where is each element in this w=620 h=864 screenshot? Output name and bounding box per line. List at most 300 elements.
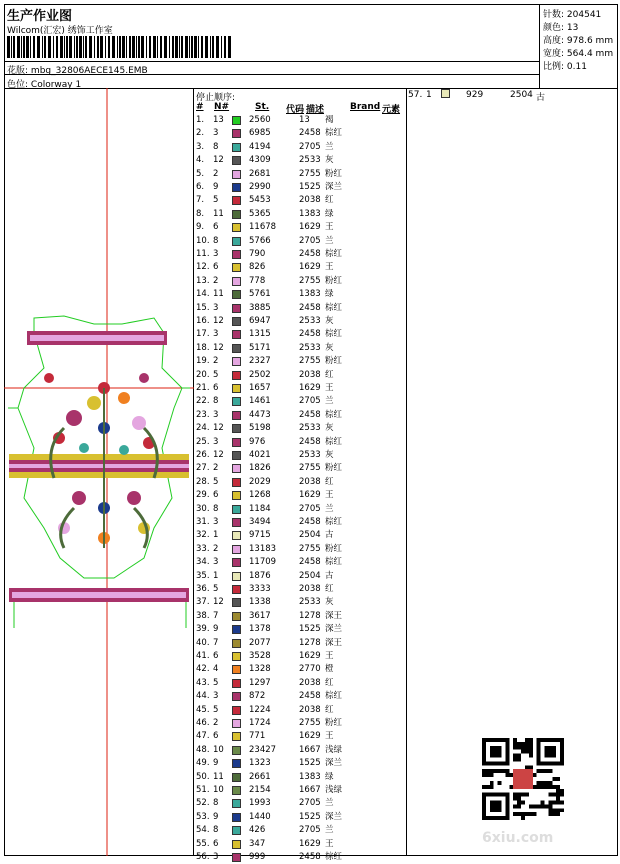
row-desc: 深兰 <box>325 758 343 769</box>
color-swatch <box>232 116 241 125</box>
row-index: 45. <box>196 704 210 715</box>
row-desc: 绿 <box>325 208 334 219</box>
row-index: 50. <box>196 771 210 782</box>
color-swatch <box>232 491 241 500</box>
row-code: 2504 <box>299 530 321 541</box>
color-swatch <box>232 746 241 755</box>
row-stitches: 2661 <box>249 771 271 782</box>
color-swatch <box>232 719 241 728</box>
row-desc: 灰 <box>325 155 334 166</box>
row-stitches: 1323 <box>249 758 271 769</box>
color-swatch <box>232 263 241 272</box>
stat-stitches: 针数: 204541 <box>543 10 602 20</box>
row-index: 28. <box>196 476 210 487</box>
row-desc: 浅绿 <box>325 744 343 755</box>
color-swatch <box>232 290 241 299</box>
row-desc: 灰 <box>325 423 334 434</box>
row-index: 6. <box>196 182 205 192</box>
list-item <box>195 449 405 462</box>
row-stitches: 1338 <box>249 597 271 608</box>
list-item <box>195 797 405 810</box>
row-code: 1383 <box>299 208 321 219</box>
row-stitches: 976 <box>249 436 266 447</box>
col-code: 代码 <box>286 105 305 115</box>
row-stitches: 3333 <box>249 584 271 594</box>
list-item <box>195 422 405 435</box>
col-num: # <box>196 102 204 112</box>
row-needle: 2 <box>213 275 219 286</box>
color-swatch <box>232 129 241 138</box>
row-index: 5. <box>196 168 205 179</box>
color-swatch <box>232 826 241 835</box>
row-index: 23. <box>196 409 210 420</box>
color-swatch <box>232 464 241 473</box>
color-swatch <box>232 679 241 688</box>
color-swatch <box>232 773 241 782</box>
row-stitches: 347 <box>249 838 266 849</box>
row-code: 1629 <box>299 490 321 501</box>
row-code: 2458 <box>299 249 321 259</box>
row-stitches: 11709 <box>249 557 277 568</box>
color-swatch <box>232 424 241 433</box>
row-needle: 7 <box>213 610 219 621</box>
row-code: 2038 <box>299 195 321 206</box>
col-stitches: St. <box>255 102 270 112</box>
row-needle: 5 <box>213 476 219 487</box>
list-item <box>195 261 405 274</box>
row-stitches: 2560 <box>249 115 271 125</box>
row-stitches: 3885 <box>249 302 271 313</box>
list-item <box>195 637 405 650</box>
row-needle: 3 <box>213 436 219 447</box>
color-swatch <box>232 545 241 554</box>
row-code: 1629 <box>299 651 321 661</box>
row-stitches: 1724 <box>249 718 271 728</box>
row-index: 10. <box>196 235 210 246</box>
color-swatch <box>232 598 241 607</box>
row-code: 1383 <box>299 289 321 300</box>
row-code: 1629 <box>299 222 321 233</box>
list-item <box>195 328 405 341</box>
row-code: 2755 <box>299 168 321 179</box>
row-desc: 红 <box>325 677 334 688</box>
color-swatch <box>232 799 241 808</box>
list-item-57-stitches: 929 <box>466 90 484 100</box>
row-needle: 9 <box>213 624 219 635</box>
row-stitches: 2502 <box>249 369 271 380</box>
color-swatch <box>232 759 241 768</box>
row-needle: 12 <box>213 342 224 353</box>
row-code: 2458 <box>299 329 321 340</box>
row-desc: 粉红 <box>325 168 343 179</box>
row-code: 2038 <box>299 476 321 487</box>
row-stitches: 1268 <box>249 490 271 501</box>
row-code: 2533 <box>299 342 321 353</box>
stat-height: 高度: 978.6 mm <box>543 36 614 46</box>
row-code: 1667 <box>299 785 321 795</box>
row-stitches: 5766 <box>249 235 271 246</box>
color-swatch <box>232 250 241 259</box>
row-desc: 兰 <box>325 503 334 514</box>
list-item <box>195 757 405 770</box>
embroidery-preview-image <box>4 88 194 856</box>
list-item <box>195 583 405 596</box>
list-item <box>195 194 405 207</box>
row-code: 2705 <box>299 141 321 152</box>
row-needle: 3 <box>213 557 219 568</box>
row-desc: 王 <box>325 383 334 393</box>
row-needle: 3 <box>213 409 219 420</box>
row-code: 1383 <box>299 771 321 782</box>
color-swatch <box>232 397 241 406</box>
col-brand: Brand <box>350 102 381 112</box>
row-needle: 13 <box>213 115 224 125</box>
row-desc: 深兰 <box>325 182 343 192</box>
row-desc: 兰 <box>325 235 334 246</box>
row-stitches: 790 <box>249 249 266 259</box>
row-stitches: 1224 <box>249 704 271 715</box>
list-item-57-desc: 古 <box>536 93 546 103</box>
row-desc: 红 <box>325 369 334 380</box>
row-code: 1629 <box>299 838 321 849</box>
row-code: 2755 <box>299 275 321 286</box>
list-item <box>195 824 405 837</box>
row-needle: 8 <box>213 235 219 246</box>
list-item <box>195 154 405 167</box>
row-needle: 1 <box>213 530 219 541</box>
row-desc: 橙 <box>325 664 334 675</box>
color-swatch <box>232 505 241 514</box>
row-index: 32. <box>196 530 210 541</box>
row-desc: 灰 <box>325 597 334 608</box>
row-index: 46. <box>196 718 210 728</box>
color-swatch <box>232 478 241 487</box>
row-index: 54. <box>196 825 210 836</box>
row-stitches: 5365 <box>249 208 271 219</box>
color-swatch <box>232 612 241 621</box>
row-desc: 褐 <box>325 115 334 125</box>
page-title: 生产作业图 <box>7 9 73 24</box>
row-stitches: 3528 <box>249 651 271 661</box>
row-index: 17. <box>196 329 210 340</box>
row-needle: 8 <box>213 396 219 407</box>
row-stitches: 2029 <box>249 476 271 487</box>
row-desc: 深兰 <box>325 624 343 635</box>
company-name: Wilcom(汇宏) 绣饰工作室 <box>7 26 113 36</box>
color-swatch <box>232 384 241 393</box>
color-swatch <box>232 210 241 219</box>
row-stitches: 426 <box>249 825 266 836</box>
row-index: 26. <box>196 450 210 460</box>
row-desc: 棕红 <box>325 128 343 139</box>
list-item <box>195 529 405 542</box>
color-swatch <box>232 411 241 420</box>
row-index: 35. <box>196 570 210 581</box>
row-code: 1629 <box>299 383 321 393</box>
row-stitches: 3494 <box>249 517 271 527</box>
list-item <box>195 248 405 261</box>
row-index: 4. <box>196 155 205 166</box>
row-stitches: 1440 <box>249 811 271 822</box>
list-item <box>195 141 405 154</box>
row-stitches: 778 <box>249 275 266 286</box>
list-item <box>195 342 405 355</box>
row-index: 27. <box>196 463 210 474</box>
row-stitches: 2077 <box>249 637 271 648</box>
list-item <box>195 476 405 489</box>
list-item <box>195 596 405 609</box>
row-index: 37. <box>196 597 210 608</box>
row-desc: 红 <box>325 476 334 487</box>
list-item <box>195 771 405 784</box>
row-index: 3. <box>196 141 205 152</box>
color-swatch <box>232 531 241 540</box>
row-needle: 12 <box>213 316 224 326</box>
color-swatch <box>232 317 241 326</box>
row-desc: 棕红 <box>325 691 343 702</box>
row-code: 2038 <box>299 704 321 715</box>
row-stitches: 9715 <box>249 530 271 541</box>
list-item <box>195 462 405 475</box>
row-index: 41. <box>196 651 210 661</box>
row-desc: 棕红 <box>325 852 343 862</box>
row-needle: 12 <box>213 597 224 608</box>
color-swatch <box>232 330 241 339</box>
row-stitches: 4473 <box>249 409 271 420</box>
row-desc: 灰 <box>325 450 334 460</box>
colorway-value: Colorway 1 <box>30 80 82 90</box>
list-item <box>195 409 405 422</box>
list-item <box>195 570 405 583</box>
list-item <box>195 784 405 797</box>
color-swatch <box>232 732 241 741</box>
row-needle: 9 <box>213 758 219 769</box>
color-swatch <box>232 585 241 594</box>
row-index: 12. <box>196 262 210 273</box>
color-swatch <box>232 371 241 380</box>
row-needle: 5 <box>213 584 219 594</box>
row-stitches: 1328 <box>249 664 271 675</box>
row-code: 2038 <box>299 584 321 594</box>
color-swatch <box>232 277 241 286</box>
row-stitches: 1876 <box>249 570 271 581</box>
list-item <box>195 315 405 328</box>
row-needle: 6 <box>213 651 219 661</box>
row-desc: 棕红 <box>325 557 343 568</box>
row-stitches: 5198 <box>249 423 271 434</box>
row-index: 18. <box>196 342 210 353</box>
row-needle: 11 <box>213 771 224 782</box>
stop-sequence-title: 停止顺序: <box>196 93 236 103</box>
row-needle: 3 <box>213 329 219 340</box>
row-needle: 2 <box>213 463 219 474</box>
row-needle: 5 <box>213 369 219 380</box>
row-desc: 粉红 <box>325 275 343 286</box>
row-index: 2. <box>196 128 205 139</box>
list-item <box>195 369 405 382</box>
row-code: 2705 <box>299 798 321 809</box>
row-desc: 棕红 <box>325 302 343 313</box>
row-index: 15. <box>196 302 210 313</box>
row-index: 34. <box>196 557 210 568</box>
stat-colors: 颜色: 13 <box>543 23 579 33</box>
row-code: 2458 <box>299 852 321 862</box>
row-code: 1278 <box>299 637 321 648</box>
list-item <box>195 851 405 864</box>
row-index: 55. <box>196 838 210 849</box>
design-label: 花版: <box>7 66 29 76</box>
row-index: 53. <box>196 811 210 822</box>
row-index: 31. <box>196 517 210 527</box>
row-index: 44. <box>196 691 210 702</box>
row-index: 36. <box>196 584 210 594</box>
row-needle: 2 <box>213 543 219 554</box>
list-item <box>195 127 405 140</box>
row-needle: 8 <box>213 141 219 152</box>
row-desc: 棕红 <box>325 409 343 420</box>
row-desc: 兰 <box>325 141 334 152</box>
color-swatch <box>232 183 241 192</box>
color-swatch <box>232 692 241 701</box>
list-item <box>195 650 405 663</box>
list-item <box>195 168 405 181</box>
row-code: 2533 <box>299 423 321 434</box>
row-code: 1629 <box>299 731 321 742</box>
stat-scale: 比例: 0.11 <box>543 62 587 72</box>
row-needle: 2 <box>213 718 219 728</box>
row-stitches: 23427 <box>249 744 277 755</box>
color-swatch <box>232 223 241 232</box>
row-desc: 兰 <box>325 825 334 836</box>
row-code: 2755 <box>299 463 321 474</box>
row-needle: 7 <box>213 637 219 648</box>
qr-code-icon <box>482 738 564 820</box>
list-item <box>195 610 405 623</box>
row-desc: 深王 <box>325 637 343 648</box>
list-item-57-num: 57. <box>408 90 423 100</box>
row-code: 2533 <box>299 597 321 608</box>
color-swatch <box>232 156 241 165</box>
row-needle: 5 <box>213 677 219 688</box>
row-stitches: 1297 <box>249 677 271 688</box>
row-needle: 3 <box>213 691 219 702</box>
row-index: 51. <box>196 785 210 795</box>
row-needle: 10 <box>213 744 224 755</box>
row-desc: 粉红 <box>325 718 343 728</box>
row-desc: 古 <box>325 530 334 541</box>
color-swatch <box>232 451 241 460</box>
row-index: 22. <box>196 396 210 407</box>
list-item <box>195 288 405 301</box>
row-needle: 3 <box>213 852 219 862</box>
row-desc: 红 <box>325 584 334 594</box>
row-index: 13. <box>196 275 210 286</box>
row-code: 2458 <box>299 557 321 568</box>
row-needle: 6 <box>213 490 219 501</box>
row-index: 48. <box>196 744 210 755</box>
row-code: 1525 <box>299 811 321 822</box>
row-needle: 6 <box>213 262 219 273</box>
list-item <box>195 744 405 757</box>
row-index: 9. <box>196 222 205 233</box>
row-desc: 浅绿 <box>325 785 343 795</box>
list-item <box>195 730 405 743</box>
color-swatch <box>232 665 241 674</box>
row-desc: 王 <box>325 222 334 233</box>
row-code: 2504 <box>299 570 321 581</box>
row-stitches: 5171 <box>249 342 271 353</box>
col-element: 元素 <box>382 105 401 115</box>
row-code: 2458 <box>299 128 321 139</box>
row-needle: 8 <box>213 798 219 809</box>
list-item <box>195 556 405 569</box>
list-item <box>195 275 405 288</box>
row-needle: 9 <box>213 182 219 192</box>
list-item <box>195 811 405 824</box>
row-desc: 深王 <box>325 610 343 621</box>
color-swatch <box>232 304 241 313</box>
row-code: 2705 <box>299 825 321 836</box>
color-swatch <box>232 786 241 795</box>
row-needle: 12 <box>213 155 224 166</box>
row-needle: 5 <box>213 195 219 206</box>
row-code: 2038 <box>299 369 321 380</box>
row-code: 1278 <box>299 610 321 621</box>
row-desc: 兰 <box>325 396 334 407</box>
row-stitches: 6947 <box>249 316 271 326</box>
row-needle: 12 <box>213 450 224 460</box>
row-stitches: 5453 <box>249 195 271 206</box>
row-code: 1667 <box>299 744 321 755</box>
color-swatch <box>232 639 241 648</box>
design-file-row <box>7 63 148 76</box>
row-desc: 古 <box>325 570 334 581</box>
row-index: 16. <box>196 316 210 326</box>
color-swatch <box>232 572 241 581</box>
row-desc: 棕红 <box>325 436 343 447</box>
list-item <box>195 382 405 395</box>
row-index: 25. <box>196 436 210 447</box>
row-code: 2038 <box>299 677 321 688</box>
list-item <box>195 355 405 368</box>
row-stitches: 5761 <box>249 289 271 300</box>
row-stitches: 3617 <box>249 610 271 621</box>
row-desc: 棕红 <box>325 249 343 259</box>
row-index: 33. <box>196 543 210 554</box>
row-index: 7. <box>196 195 205 206</box>
row-code: 2755 <box>299 543 321 554</box>
color-swatch <box>232 813 241 822</box>
row-code: 2458 <box>299 517 321 527</box>
list-item <box>195 543 405 556</box>
list-item <box>195 181 405 194</box>
row-needle: 11 <box>213 208 224 219</box>
col-needle: N# <box>214 102 230 112</box>
row-index: 49. <box>196 758 210 769</box>
row-needle: 8 <box>213 503 219 514</box>
row-desc: 王 <box>325 490 334 501</box>
row-code: 2533 <box>299 450 321 460</box>
color-swatch <box>232 853 241 862</box>
row-needle: 8 <box>213 825 219 836</box>
row-needle: 6 <box>213 383 219 393</box>
row-needle: 2 <box>213 356 219 367</box>
row-index: 38. <box>196 610 210 621</box>
color-swatch <box>232 237 241 246</box>
row-index: 29. <box>196 490 210 501</box>
row-desc: 粉红 <box>325 543 343 554</box>
row-index: 40. <box>196 637 210 648</box>
